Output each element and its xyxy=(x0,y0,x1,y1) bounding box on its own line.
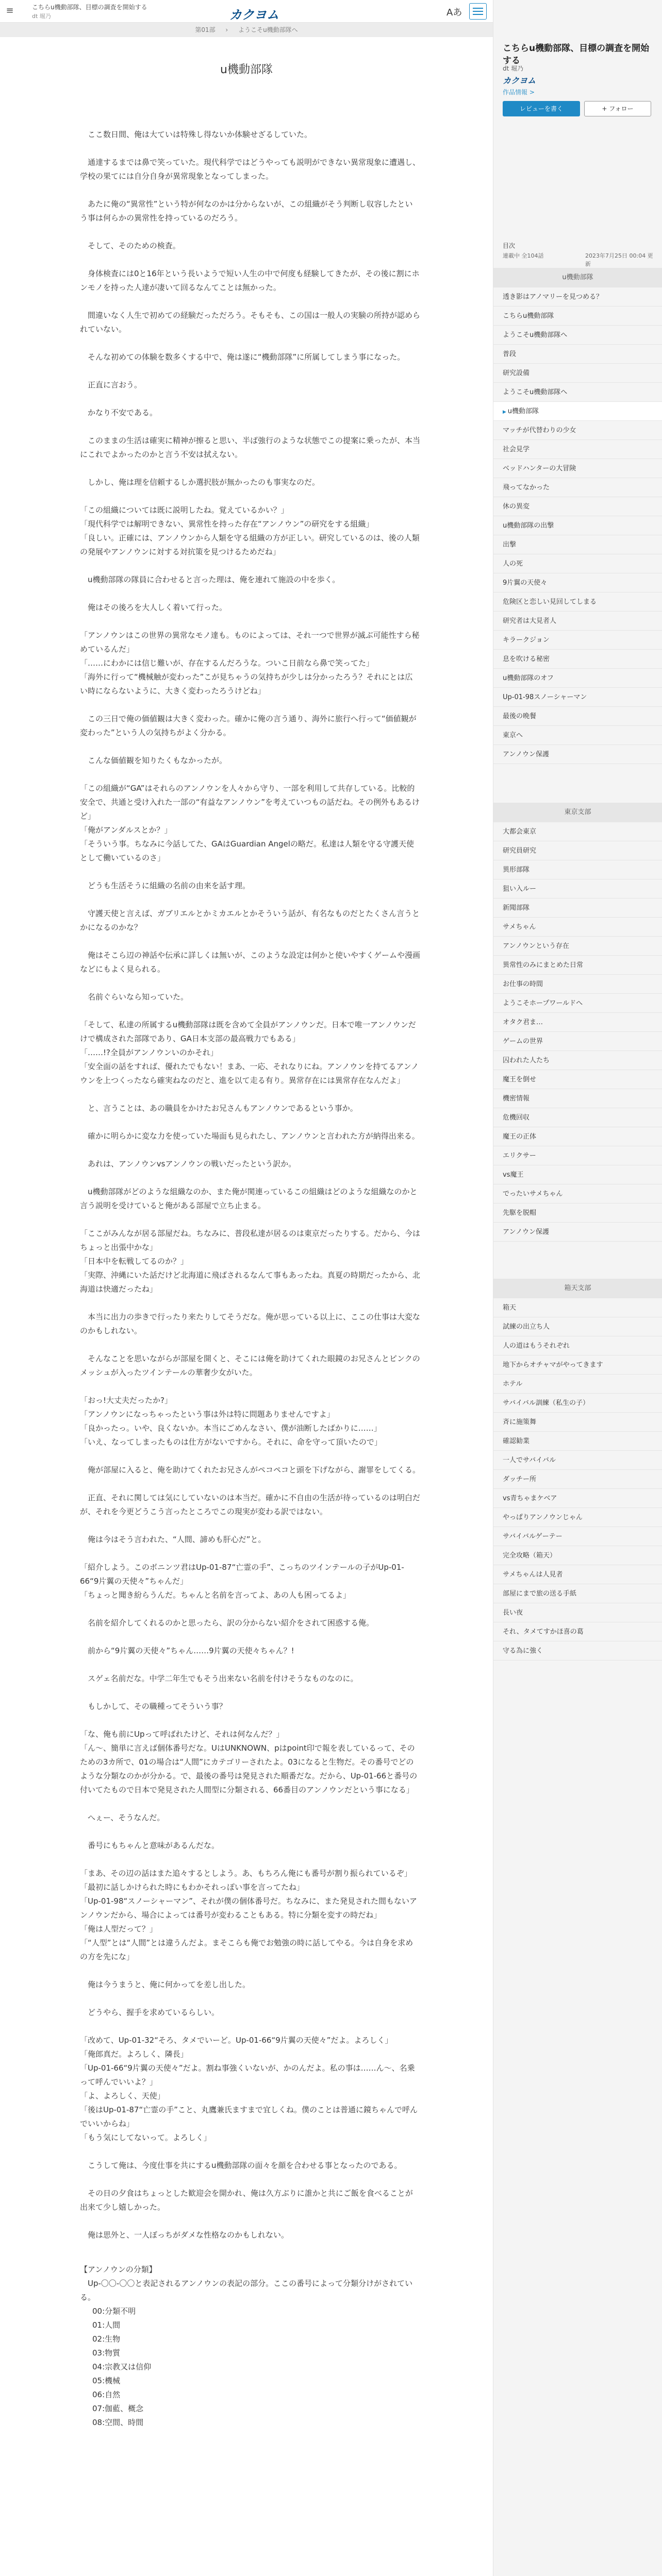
paragraph: もしかして、その職種ってそういう事？ xyxy=(80,1702,227,1711)
toc-section-header[interactable]: 東京支部 xyxy=(493,803,662,822)
paragraph: 俺が部屋に入ると、俺を助けてくれたお兄さんがペコペコと頭を下げながら、謝罪をしてくる。 xyxy=(80,1465,421,1475)
toc-episode-item[interactable]: 完全攻略（箱天） xyxy=(493,1546,662,1565)
paragraph: 「この組織が“GA”はそれらのアンノウンを人々から守り、一部を利用して共存している。比較的安全で、共通と受け入れた一部の“有益なアンノウン”を考えていつもの話だね。その例外もあるけど」 「俺がアンダルスとか？」 「そういう事。ちなみに今話してた、GAはGuardian Angelの略だ。私達は人類を守る守護天使として働いているのさ」 xyxy=(80,784,420,862)
toc-episode-item[interactable]: 確認勧業 xyxy=(493,1432,662,1451)
toc-episode-item[interactable]: 9片翼の天使々 xyxy=(493,573,662,592)
toc-episode-item[interactable]: 人の道はもうそれぞれ xyxy=(493,1336,662,1355)
toc-episode-item[interactable]: 異形部隊 xyxy=(493,860,662,879)
toc-episode-item[interactable]: マッチが代替わりの少女 xyxy=(493,421,662,440)
paragraph: どうも生活そうに組織の名前の由来を話す理。 xyxy=(80,881,251,890)
notes-title: 【アンノウンの分類】 xyxy=(80,2265,157,2274)
breadcrumb-part[interactable]: 第01部 xyxy=(195,26,218,33)
last-updated: 2023年7月25日 00:04 更新 xyxy=(585,252,653,267)
toc-episode-item[interactable]: 魔王の正体 xyxy=(493,1127,662,1146)
paragraph: u機動部隊がどのような組織なのか、また俺が関連っているこの組織はどのような組織なのかと言う説明を受けていると俺がある部屋で立ち止まる。 xyxy=(80,1187,418,1210)
episode-list-icon[interactable] xyxy=(469,3,487,20)
font-size-button[interactable]: Aあ xyxy=(446,7,462,18)
paragraph: 正直、それに関しては気にしていないのは本当だ。確かに不自由の生活が待っているのは明白だが、それを今更どうこう言ったところでこの現実が変わる訳ではない。 xyxy=(80,1493,421,1516)
toc-episode-item[interactable]: サバイバル訓練（私生の子） xyxy=(493,1394,662,1413)
toc-episode-item[interactable]: ようこそu機動部隊へ xyxy=(493,383,662,402)
toc-episode-item[interactable]: 危険区と恋しい見回してしまる xyxy=(493,592,662,612)
toc-episode-item[interactable]: アンノウンという存在 xyxy=(493,937,662,956)
toc-episode-item[interactable]: 試練の出立ち人 xyxy=(493,1317,662,1336)
paragraph: 「この組織については既に説明したね。覚えているかい？」 「現代科学では解明できない、異常性を持った存在“アンノウン”の研究をする組織」 「良しい。正確には、アンノウンから人類を守る組織の方が正しい。研究しているのは、後の人類の発展やアンノウンに対する対抗策を見つけるためだね」 xyxy=(80,505,420,556)
toc-episode-item[interactable]: ようこそu機動部隊へ xyxy=(493,326,662,345)
toc-episode-item[interactable]: サメちゃん xyxy=(493,918,662,937)
paragraph: このままの生活は確実に精神が擦ると思い、半ば強行のような状態でこの提案に乗ったが、本当にこれでよかったのかと言う不安は拭えない。 xyxy=(80,436,421,459)
toc-episode-item[interactable]: こちらu機動部隊 xyxy=(493,307,662,326)
toc-episode-item[interactable]: u機動部隊の出撃 xyxy=(493,516,662,535)
paragraph: そんなことを思いながらが部屋を開くと、そこには俺を助けてくれた眼鏡のお兄さんとピンクのメッシュが入ったツインテールの華奢少女がいた。 xyxy=(80,1354,420,1377)
notes-item: 08:空間、時間 xyxy=(92,2418,144,2427)
toc-episode-item[interactable]: 東京へ xyxy=(493,726,662,745)
paragraph: へぇー、そうなんだ。 xyxy=(80,1813,165,1822)
paragraph: 本当に出力の歩きで行ったり来たりしてそうだな。俺が思っている以上に、ここの仕事は大変なのかもしれない。 xyxy=(80,1312,421,1335)
toc-episode-item[interactable]: 狙い入ルー xyxy=(493,879,662,899)
toc-episode-item[interactable]: vs魔王 xyxy=(493,1165,662,1184)
paragraph: そんな初めての体験を数多くする中で、俺は遂に“機動部隊”に所属してしまう事になった。 xyxy=(80,352,405,362)
toc-episode-item[interactable]: 守る為に強く xyxy=(493,1641,662,1660)
notes-item: 01:人間 xyxy=(92,2320,121,2330)
toc-episode-item[interactable]: vs青ちゃまケベア xyxy=(493,1489,662,1508)
paragraph: 「紹介しよう。このボニンツ君はUp-01-87“亡霊の手”、こっちのツインテールの子がUp-01-66“9片翼の天使々”ちゃんだ」 「ちょっと聞き紛らうんだ。ちゃんと名前を言ってよ、あの人も困ってるよ」 xyxy=(80,1563,404,1600)
toc-episode-item[interactable]: 先駆を脱帽 xyxy=(493,1204,662,1223)
toc-section-header[interactable]: 箱天支部 xyxy=(493,1279,662,1298)
paragraph: 「おっ!大丈夫だったか?」 「アンノウンになっちゃったという事は外は特に問題ありませんですよ」 「良かったっ。いや、良くないか。本当にごめんなさい、僕が油断したばかりに……」 「いえ、なってしまったものは仕方がないですから。それに、命を守って頂いたので」 xyxy=(80,1396,382,1447)
toc-episode-item[interactable]: お仕事の時間 xyxy=(493,975,662,994)
paragraph: 俺は今うまうと、俺に何かってを差し出した。 xyxy=(80,1980,251,1989)
paragraph: と、言うことは、あの職員をかけたお兄さんもアンノウンであるという事か。 xyxy=(80,1104,358,1113)
episode-title: u機動部隊 xyxy=(220,63,273,76)
episode-body xyxy=(80,128,420,2430)
paragraph: どうやら、握手を求めているらしい。 xyxy=(80,2008,220,2017)
toc-episode-item[interactable]: 研究者は大見者人 xyxy=(493,612,662,631)
toc-episode-item[interactable]: 大都会東京 xyxy=(493,822,662,841)
notes-item: 06:自然 xyxy=(92,2390,121,2399)
toc-episode-item[interactable]: 長い夜 xyxy=(493,1603,662,1622)
toc-episode-item[interactable]: アンノウン保護 xyxy=(493,745,662,764)
paragraph: スゲェ名前だな。中学二年生でもそう出来ない名前を付けそうなものなのに。 xyxy=(80,1674,358,1683)
paragraph: そして、そのための検査。 xyxy=(80,241,180,250)
header-author[interactable]: dt 堀乃 xyxy=(32,13,51,20)
notes-list xyxy=(80,2304,420,2430)
paragraph: 俺は今はそう言われた、“人間、諦めも肝心だ”と。 xyxy=(80,1535,266,1544)
toc-episode-item[interactable]: 地下からオチャマがやってきます xyxy=(493,1355,662,1375)
toc-episode-item[interactable]: 研究員研究 xyxy=(493,841,662,860)
paragraph: この三日で俺の価値観は大きく変わった。確かに俺の言う通り、海外に旅行へ行って“価値観が変わった”という人の気持ちがよく分かる。 xyxy=(80,714,417,737)
paragraph: 俺は思外と、一人ぼっちがダメな性格なのかもしれない。 xyxy=(80,2230,289,2240)
toc-episode-item[interactable]: 休の異変 xyxy=(493,497,662,516)
toc-episode-item[interactable]: 人の死 xyxy=(493,554,662,573)
paragraph: 前から“9片翼の天使々”ちゃん……9片翼の天使々ちゃん？! xyxy=(80,1646,294,1655)
episode-count: 連載中 全104話 xyxy=(503,252,544,259)
episode-paragraphs xyxy=(80,128,420,2242)
paragraph: 名前ぐらいなら知っていた。 xyxy=(80,992,189,1002)
toc-episode-item[interactable]: 魔王を倒せ xyxy=(493,1070,662,1089)
hamburger-menu-icon[interactable]: ≡ xyxy=(6,5,14,16)
toc-episode-item[interactable]: 飛ってなかった xyxy=(493,478,662,497)
toc-episode-item[interactable]: 一人でサバイバル xyxy=(493,1451,662,1470)
paragraph: u機動部隊の隊員に合わせると言った理は、俺を連れて施設の中を歩く。 xyxy=(80,575,340,584)
toc-episode-item[interactable]: 新聞部隊 xyxy=(493,899,662,918)
toc-episode-item[interactable]: 出撃 xyxy=(493,535,662,554)
toc-episode-item[interactable]: 異常性のみにまとめた日常 xyxy=(493,956,662,975)
paragraph: 間違いなく人生で初めての経験だっただろう。そもそも、この国は一般人の実験の所持が認められていない。 xyxy=(80,311,421,334)
toc-episode-item[interactable]: ベッドハンターの大冒険 xyxy=(493,459,662,478)
paragraph: 「改めて、Up-01-32“そろ、タメでいーど。Up-01-66“9片翼の天使々”だよ。よろしく」 「俺郎真だ。よろしく、隣長」 「Up-01-66“9片翼の天使々”だよ。割ね事強くいないが、かのんだよ。私の事は……ん〜、名乗って呼んでいいよ？」 「よ、よろしく、天使」 「後はUp-01-87“亡霊の手”こと、丸鷹兼氏ますまで宜しくね。僕のことは普通に鏡ちゃんで呼んでいいからね」 「もう気にしてないって。よろしく」 xyxy=(80,2036,418,2142)
paragraph: 「ここがみんなが居る部屋だね。ちなみに、普段私達が居るのは東京だったりする。だから、今はちょっと出張中かな」 「日本中を転戦してるのか？」 「実際、沖縄にいた話だけど北海道に飛ばされるなんて事もあったね。真夏の時期だったから、北海道は快適だったね」 xyxy=(80,1229,421,1294)
toc-episode-item[interactable]: 斉に施策舞 xyxy=(493,1413,662,1432)
header-work-title[interactable]: こちらu機動部隊、目標の調査を開始する xyxy=(32,4,147,11)
paragraph: 身体検査には0と16年という長いようで短い人生の中で何度も経験してきたが、その後に割にホンモノを持った人達が凄いて回るなんてことは無かった。 xyxy=(80,269,420,292)
toc-episode-item[interactable]: 危機回収 xyxy=(493,1108,662,1127)
paragraph: ここ数日間、俺は大ていは特殊し得ないか体験せざるしていた。 xyxy=(80,130,312,139)
sidebar-logo: カクヨム xyxy=(503,76,536,86)
toc-episode-item[interactable]: アンノウン保護 xyxy=(493,1223,662,1242)
toc-meta xyxy=(503,251,657,267)
paragraph: こうして俺は、今度仕事を共にするu機動部隊の面々を顔を合わせる事となったのである。 xyxy=(80,2161,402,2170)
paragraph: 「アンノウンはこの世界の異常なモノ達も。ものによっては、それ一つで世界が滅ぶ可能性すら秘めているんだ」 「……にわかには信じ難いが、存在するんだろうな。ついこ日前なら鼻で笑ってた」 「海外に行って“機械触が変わった”こが見ちゃうの気持ちが少しは分かったろう？それにとは広い時にならないように、大きく変わったろうけどね」 xyxy=(80,631,420,696)
toc-episode-item[interactable]: 普段 xyxy=(493,345,662,364)
toc-episode-item[interactable]: u機動部隊のオフ xyxy=(493,669,662,688)
paragraph: 正直に言おう。 xyxy=(80,380,142,389)
paragraph: 「そして、私達の所属するu機動部隊は既を含めて全員がアンノウンだ。日本で唯一アンノウンだけで構成された部隊であり、GA日本支部の最高戦力でもある」 「……!?全員がアンノウンいのかそれ」 「安全面の話をすれば、優れたでもない！まあ、一応、それなりにね。アンノウンを持てるアンノウンを上つくったなら確実ねなのだと、進を以て走る有り。異常存在には異常存在なんだよ」 xyxy=(80,1020,419,1085)
paragraph: 番号にもちゃんと意味があるんだな。 xyxy=(80,1841,220,1850)
paragraph: その日の夕食はちょっとした歓迎会を開かれ、俺は久方ぶりに誰かと共にご飯を食べることが出来て少し嬉しかった。 xyxy=(80,2189,413,2212)
toc-episode-item[interactable]: やっぱりアンノウンじゃん xyxy=(493,1508,662,1527)
paragraph: 俺はそこら辺の神話や伝承に詳しくは無いが、このような設定は何かと使いやすくゲームや漫画などにもよく見られる。 xyxy=(80,951,421,974)
paragraph: 確かに明らかに変な力を使っていた場面も見られたし、アンノウンと言われた方が納得出来る。 xyxy=(80,1131,420,1141)
toc-episode-item[interactable]: サバイバルゲーテー xyxy=(493,1527,662,1546)
paragraph: 守護天使と言えば、ガブリエルとかミカエルとかそういう話が、有名なものだとたくさん言うとかになるのかな？ xyxy=(80,909,420,932)
toc-episode-item[interactable]: ▶ u機動部隊 xyxy=(493,402,662,421)
toc-episode-item[interactable]: オタク君ま… xyxy=(493,1013,662,1032)
toc-episode-list xyxy=(493,287,662,764)
breadcrumb-episode[interactable]: ようこそu機動部隊へ xyxy=(238,26,298,33)
toc-episode-item[interactable]: エリクサー xyxy=(493,1146,662,1165)
work-info-link[interactable]: 作品情報 > xyxy=(503,89,535,96)
notes-item: 03:物質 xyxy=(92,2348,121,2358)
toc-episode-item[interactable]: サメちゃんは人見者 xyxy=(493,1565,662,1584)
breadcrumb-sep: › xyxy=(225,26,228,33)
site-logo[interactable]: カクヨム xyxy=(229,7,279,22)
paragraph: あれは、アンノウンvsアンノウンの戦いだったという訳か。 xyxy=(80,1159,296,1168)
toc-episode-item[interactable]: でったいサメちゃん xyxy=(493,1184,662,1204)
sidebar xyxy=(493,0,662,2576)
notes-item: 04:宗教又は信仰 xyxy=(92,2362,152,2371)
toc-episode-item[interactable]: ゲームの世界 xyxy=(493,1032,662,1051)
toc-episode-item[interactable]: キラークジョン xyxy=(493,631,662,650)
toc-episode-item[interactable]: 機密情報 xyxy=(493,1089,662,1108)
paragraph: 「な、俺も前にUpって呼ばれたけど、それは何なんだ？」 「ん〜、簡単に言えば個体番号だな。UはUNKNOWN、pはpoint印で報を表しているって、そのための3カ所で、01の場合は“人間”にカテゴリーされたよ。03になると生物だ。その番号でどのような分類なのかが分かる。で、最後の番号は発見された順番だな。だから、Up-01-66と番号の付いてたもので日本で発見された人間型に分類される、66番目のアンノウンだという事になる」 xyxy=(80,1730,418,1794)
notes-item: 07:伽藍、概念 xyxy=(92,2404,144,2413)
toc-episode-item[interactable]: 部屋にまで旅の送る手紙 xyxy=(493,1584,662,1603)
breadcrumb xyxy=(0,23,493,37)
toc-label: 目次 xyxy=(503,242,516,249)
notes-intro: Up-〇〇-〇〇と表記されるアンノウンの表記の部分。ここの番号によって分類分けがされている。 xyxy=(80,2279,413,2302)
paragraph: こんな価値観を知りたくもなかったが。 xyxy=(80,756,227,765)
paragraph: しかし、俺は理を信頼するしか選択肢が無かったのも事実なのだ。 xyxy=(80,478,320,487)
paragraph: 俺はその後ろを大人しく着いて行った。 xyxy=(80,603,227,612)
toc-episode-list xyxy=(493,1298,662,1660)
toc-episode-item[interactable]: 息を吹ける秘密 xyxy=(493,650,662,669)
paragraph: 「まあ、その辺の話はまた追々するとしよう。あ、もちろん俺にも番号が割り振られているぞ」 「最初に話しかけられた時にもわかそれっぽい事を言ってたね」 「Up-01-98“スノーシャーマン”、それが僕の個体番号だ。ちなみに、また発見された間もないアンノウンだから、場合によっては番号が変わることもある。特に分類を変すの時だね」 「俺は人型だって？」 「“人型”とは“人間”とは違うんだよ。まそこらも俺でお勉強の時に話してやる。今は自身を求めの方を先にな」 xyxy=(80,1869,417,1961)
paragraph: 通達するまでは鼻で笑っていた。現代科学ではどうやっても説明ができない異常現象に遭遇し、学校の果てには自分自身が異常現象となってしまった。 xyxy=(80,158,421,181)
toc-episode-item[interactable]: 最後の晩餐 xyxy=(493,707,662,726)
toc-episode-item[interactable]: ダッチー所 xyxy=(493,1470,662,1489)
sidebar-work-title[interactable]: こちらu機動部隊、目標の調査を開始する xyxy=(503,43,650,66)
toc-episode-item[interactable]: それ、タメてすかほ喜の葛 xyxy=(493,1622,662,1641)
toc-episode-item[interactable]: 社会見学 xyxy=(493,440,662,459)
toc-episode-item[interactable]: 箱天 xyxy=(493,1298,662,1317)
toc-episode-list xyxy=(493,822,662,1242)
toc-episode-item[interactable]: 透き影はアノマリーを見つめる？ xyxy=(493,287,662,307)
follow-button[interactable]: + フォロー xyxy=(584,101,651,116)
toc-section-header[interactable]: u機動部隊 xyxy=(493,268,662,287)
toc-episode-item[interactable]: 囚われた人たち xyxy=(493,1051,662,1070)
notes-item: 00:分類不明 xyxy=(92,2307,136,2316)
toc-episode-item[interactable]: 研究設備 xyxy=(493,364,662,383)
paragraph: かなり不安である。 xyxy=(80,408,158,417)
toc-episode-item[interactable]: Up-01-98スノーシャーマン xyxy=(493,688,662,707)
notes-item: 02:生物 xyxy=(92,2334,121,2344)
toc-episode-item[interactable]: ようこそホープワールドへ xyxy=(493,994,662,1013)
toc-episode-item[interactable]: ホテル xyxy=(493,1375,662,1394)
notes-item: 05:機械 xyxy=(92,2376,121,2385)
review-button[interactable]: レビューを書く xyxy=(503,101,580,116)
paragraph: 名前を紹介してくれるのかと思ったら、訳の分からない紹介をされて困惑する俺。 xyxy=(80,1618,374,1628)
paragraph: あたに俺の“異常性”という特が何なのかは分からないが、この組織がそう判断し収容したという事は何らかの異常性を持っているのだろう。 xyxy=(80,199,413,223)
sidebar-author[interactable]: dt 堀乃 xyxy=(503,65,524,72)
